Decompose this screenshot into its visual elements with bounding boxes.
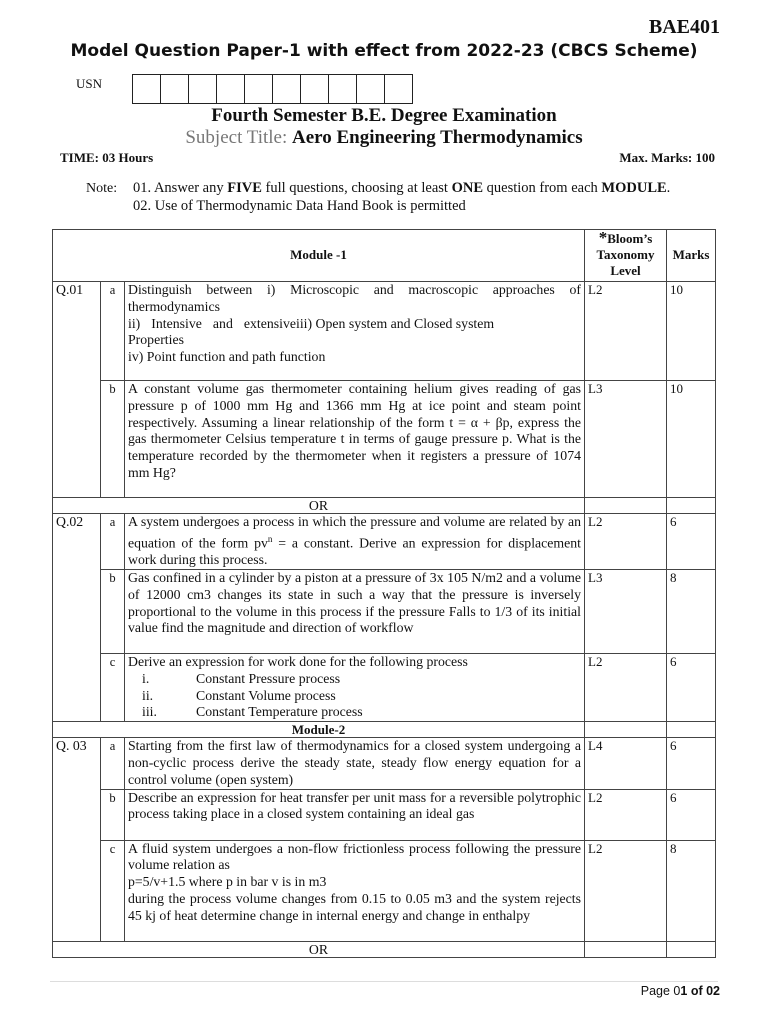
bloom-level: L4 — [585, 738, 667, 789]
bloom-line-2: Taxonomy — [596, 247, 655, 262]
usn-box[interactable] — [384, 74, 413, 104]
page-number — [641, 984, 720, 998]
table-row — [53, 514, 716, 570]
table-row — [53, 738, 716, 789]
table-header-row — [53, 230, 716, 282]
marks-value: 6 — [667, 738, 716, 789]
empty-cell — [585, 498, 667, 514]
footer-divider — [50, 981, 718, 982]
max-marks: Max. Marks: 100 — [619, 150, 715, 165]
page-prefix: Page 0 — [640, 984, 681, 998]
module-2-header: Module-2 — [53, 722, 585, 738]
or-row — [53, 941, 716, 957]
marks-value: 8 — [667, 840, 716, 941]
list-number: ii. — [142, 687, 154, 703]
bloom-level: L3 — [585, 381, 667, 498]
subject-title — [0, 127, 768, 149]
question-line: p=5/v+1.5 where p in bar v is in m3 — [128, 874, 327, 890]
list-text: Constant Temperature process — [196, 704, 363, 720]
usn-box[interactable] — [160, 74, 189, 104]
sub-question-letter: b — [101, 381, 125, 498]
question-text-part: = a constant. Derive an expression for displacement work during this process. — [128, 535, 581, 568]
table-row — [53, 381, 716, 498]
sub-question-letter: b — [101, 789, 125, 840]
bloom-star: * — [598, 228, 608, 247]
note-five: FIVE — [227, 180, 262, 196]
process-list — [128, 671, 581, 721]
list-item — [142, 704, 581, 721]
or-separator: OR — [53, 941, 585, 957]
note-text: 01. Answer any — [133, 180, 228, 196]
bloom-level: L2 — [585, 282, 667, 381]
or-separator: OR — [53, 498, 585, 514]
usn-box[interactable] — [188, 74, 217, 104]
question-line: Distinguish between i) Microscopic and macroscopic approaches of thermodynamics — [128, 282, 581, 314]
list-item — [142, 671, 581, 688]
question-number: Q. 03 — [53, 738, 101, 941]
empty-cell — [667, 941, 716, 957]
module-row — [53, 722, 716, 738]
superscript-n: n — [267, 533, 273, 544]
empty-cell — [585, 722, 667, 738]
note-one: ONE — [451, 180, 484, 196]
bloom-line-3: Level — [610, 263, 641, 278]
usn-box[interactable] — [300, 74, 329, 104]
question-line — [128, 316, 581, 350]
or-row — [53, 498, 716, 514]
model-paper-title: Model Question Paper-1 with effect from 2022-23 (CBCS Scheme) — [70, 41, 698, 61]
note-label: Note: — [86, 181, 118, 196]
bloom-line-1: Bloom’s — [607, 231, 653, 246]
table-row — [53, 653, 716, 721]
question-text: Gas confined in a cylinder by a piston at a pressure of 3x 105 N/m2 and a volume of 12000 cm3 changes its state in such a way that the pressure is inversely proportional to the volume in this process if the pressure Falls to 1/3 of its initial value find the magnitude and direction of workflow — [125, 569, 585, 653]
marks-value: 10 — [667, 381, 716, 498]
question-line: iv) Point function and path function — [128, 349, 326, 365]
question-text-part: A system undergoes a process in which the pressure and volume are related by an equation of the form pv — [128, 514, 581, 551]
question-text — [125, 514, 585, 570]
subject-code: BAE401 — [648, 16, 720, 38]
question-text — [125, 653, 585, 721]
list-number: iii. — [142, 704, 157, 720]
question-text — [125, 840, 585, 941]
table-row — [53, 282, 716, 381]
question-line: A fluid system undergoes a non-flow frictionless process following the pressure volume relation as — [128, 840, 581, 873]
question-part: iii) Open system and Closed system — [296, 315, 495, 331]
note-line-1 — [133, 180, 670, 197]
bloom-level: L3 — [585, 569, 667, 653]
bloom-level: L2 — [585, 514, 667, 570]
module-1-header: Module -1 — [53, 230, 585, 282]
table-row — [53, 569, 716, 653]
usn-box[interactable] — [328, 74, 357, 104]
marks-value: 6 — [667, 789, 716, 840]
list-text: Constant Pressure process — [196, 670, 341, 686]
list-item — [142, 688, 581, 705]
note-text: . — [666, 180, 671, 196]
note-text: full questions, choosing at least — [261, 180, 452, 196]
question-line: Derive an expression for work done for the following process — [128, 653, 468, 669]
list-number: i. — [142, 670, 150, 686]
empty-cell — [667, 722, 716, 738]
sub-question-letter: a — [101, 738, 125, 789]
marks-value: 10 — [667, 282, 716, 381]
table-row — [53, 789, 716, 840]
marks-value: 6 — [667, 514, 716, 570]
note-module: MODULE — [601, 180, 667, 196]
bloom-header — [585, 230, 667, 282]
question-number: Q.01 — [53, 282, 101, 498]
subject-label: Subject Title: — [185, 127, 288, 148]
bloom-level: L2 — [585, 789, 667, 840]
usn-box[interactable] — [132, 74, 161, 104]
question-number: Q.02 — [53, 514, 101, 722]
question-text: Describe an expression for heat transfer per unit mass for a reversible polytrophic process taking place in a closed system containing an ideal gas — [125, 789, 585, 840]
sub-question-letter: b — [101, 569, 125, 653]
question-text: Starting from the first law of thermodynamics for a closed system undergoing a non-cyclic process derive the steady state, steady flow energy equation for a control volume (open system) — [125, 738, 585, 789]
question-table — [52, 229, 716, 958]
bloom-level: L2 — [585, 840, 667, 941]
table-row — [53, 840, 716, 941]
sub-question-letter: a — [101, 282, 125, 381]
bloom-level: L2 — [585, 653, 667, 721]
sub-question-letter: c — [101, 653, 125, 721]
empty-cell — [667, 498, 716, 514]
usn-boxes — [133, 74, 413, 104]
note-text: question from each — [483, 180, 602, 196]
sub-question-letter: c — [101, 840, 125, 941]
question-text — [125, 282, 585, 381]
usn-box[interactable] — [272, 74, 301, 104]
question-part: ii) Intensive and extensive Properties — [128, 315, 296, 348]
note-line-2: 02. Use of Thermodynamic Data Hand Book is permitted — [133, 198, 466, 214]
usn-label: USN — [76, 76, 103, 91]
page-bold: 1 of 02 — [680, 984, 720, 998]
usn-box[interactable] — [244, 74, 273, 104]
empty-cell — [585, 941, 667, 957]
marks-value: 6 — [667, 653, 716, 721]
marks-header: Marks — [667, 230, 716, 282]
usn-box[interactable] — [356, 74, 385, 104]
list-text: Constant Volume process — [196, 687, 336, 703]
marks-value: 8 — [667, 569, 716, 653]
question-line: during the process volume changes from 0.15 to 0.05 m3 and the system rejects 45 kj of heat determine change in internal energy and change in enthalpy — [128, 890, 581, 923]
question-text: A constant volume gas thermometer containing helium gives reading of gas pressure p of 1000 mm Hg and 1366 mm Hg at ice point and steam point respectively. Assuming a linear relationship of the form t = α + βp, express the gas thermometer Celsius temperature t in terms of gauge pressure p. What is the temperature recorded by the thermometer when it registers a pressure of 1074 mm Hg? — [125, 381, 585, 498]
usn-box[interactable] — [216, 74, 245, 104]
subject-value: Aero Engineering Thermodynamics — [292, 127, 583, 148]
exam-time: TIME: 03 Hours — [60, 150, 154, 165]
sub-question-letter: a — [101, 514, 125, 570]
semester-title: Fourth Semester B.E. Degree Examination — [211, 105, 557, 126]
